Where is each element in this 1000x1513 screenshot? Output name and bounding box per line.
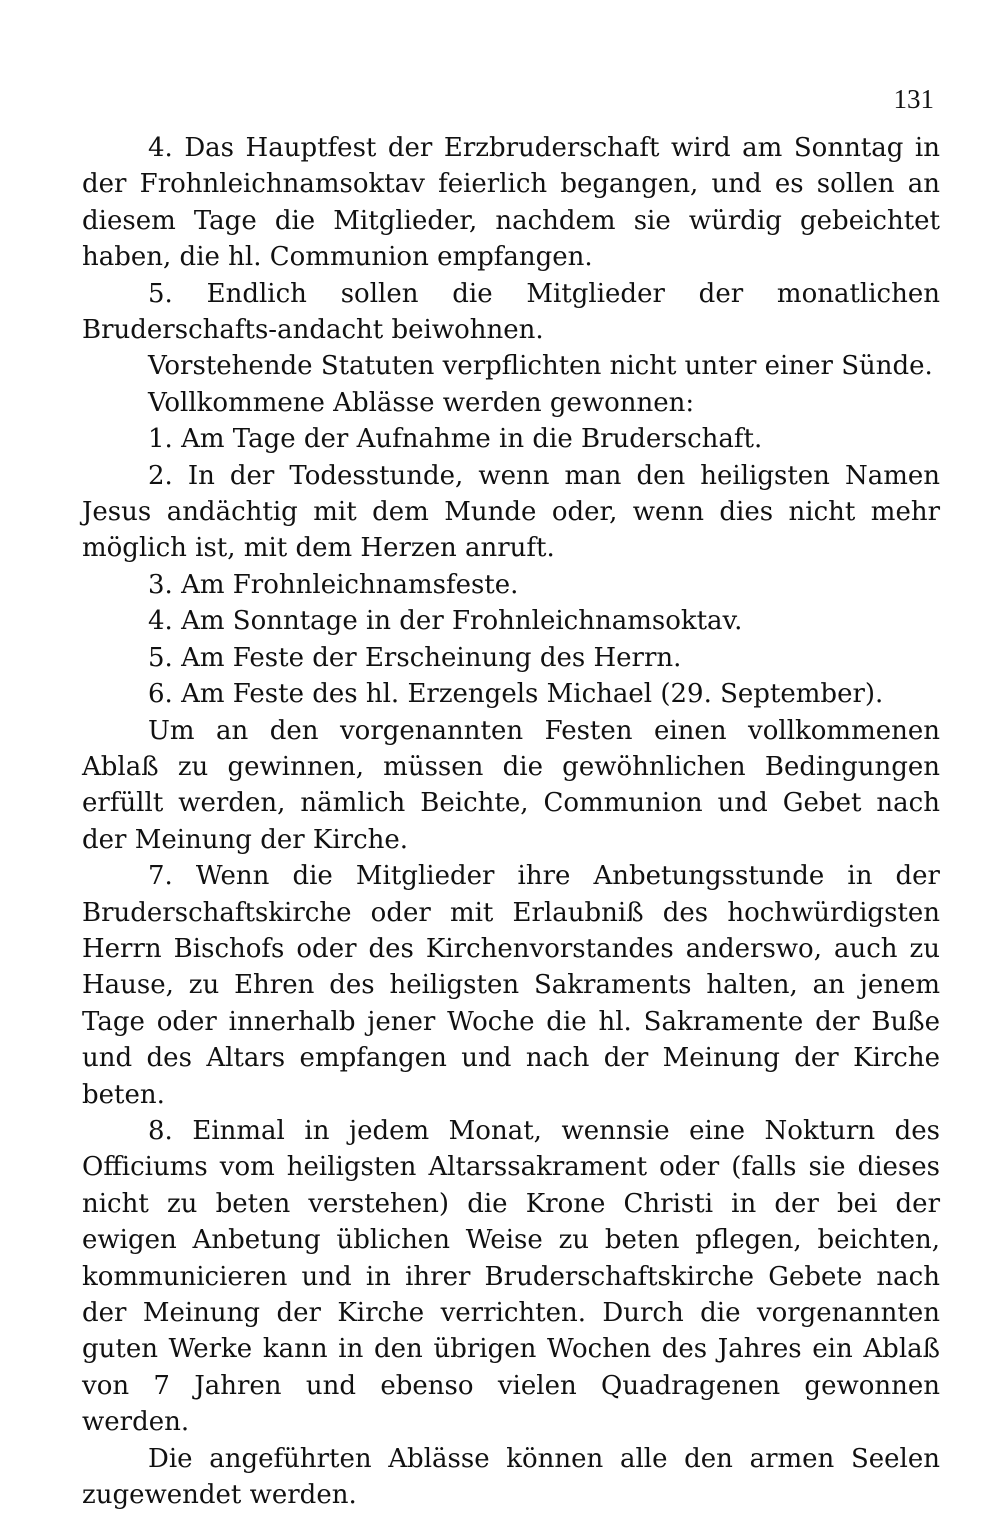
page-number: 131: [893, 84, 934, 114]
list-item-aufnahme: 1. Am Tage der Aufnahme in die Bruderschaft.: [148, 424, 763, 455]
paragraph-monatliche-andacht: 5. Endlich sollen die Mitglieder der monatlichen Bruderschafts-andacht beiwohnen.: [82, 278, 940, 346]
list-item-sonntag-oktav: 4. Am Sonntage in der Frohnleichnamsoktav.: [148, 606, 743, 637]
list-item-erscheinung: 5. Am Feste der Erscheinung des Herrn.: [148, 642, 682, 673]
paragraph-hauptfest: 4. Das Hauptfest der Erzbruderschaft wird am Sonntag in der Frohnleichnamsoktav feierlich begangen, und es sollen an diesem Tage die Mitglieder, nachdem sie würdig gebeichtet haben, die hl. Communion empfangen.: [82, 133, 940, 273]
list-item-michael: 6. Am Feste des hl. Erzengels Michael (29. September).: [148, 679, 884, 710]
paragraph-anbetungsstunde: 7. Wenn die Mitglieder ihre Anbetungsstunde in der Bruderschaftskirche oder mit Erlaubniß des hochwürdigsten Herrn Bischofs oder des Kirchenvorstandes anderswo, auch zu Hause, zu Ehren des heiligsten Sakraments halten, an jenem Tage oder innerhalb jener Woche die hl. Sakramente der Buße und des Altars empfangen und nach der Meinung der Kirche beten.: [82, 861, 940, 1110]
paragraph-ablaesse-intro: Vollkommene Ablässe werden gewonnen:: [148, 387, 695, 418]
list-item-todesstunde: 2. In der Todesstunde, wenn man den heiligsten Namen Jesus andächtig mit dem Munde oder, wenn dies nicht mehr möglich ist, mit dem Herzen anruft.: [82, 460, 940, 564]
list-item-frohnleichnamsfest: 3. Am Frohnleichnamsfeste.: [148, 569, 519, 600]
paragraph-arme-seelen: Die angeführten Ablässe können alle den armen Seelen zugewendet werden.: [82, 1443, 940, 1511]
paragraph-monatlich: 8. Einmal in jedem Monat, wennsie eine Nokturn des Officiums vom heiligsten Altarssakrament oder (falls sie dieses nicht zu beten verstehen) die Krone Christi in der bei der ewigen Anbetung üblichen Weise zu beten pflegen, beichten, kommunicieren und in ihrer Bruderschaftskirche Gebete nach der Meinung der Kirche verrichten. Durch die vorgenannten guten Werke kann in den übrigen Wochen des Jahres ein Ablaß von 7 Jahren und ebenso vielen Quadragenen gewonnen werden.: [82, 1115, 940, 1438]
body-text: [82, 130, 940, 1513]
paragraph-bedingungen: Um an den vorgenannten Festen einen vollkommenen Ablaß zu gewinnen, müssen die gewöhnlichen Bedingungen erfüllt werden, nämlich Beichte, Communion und Gebet nach der Meinung der Kirche.: [82, 715, 940, 855]
paragraph-statuten: Vorstehende Statuten verpflichten nicht unter einer Sünde.: [148, 351, 933, 382]
